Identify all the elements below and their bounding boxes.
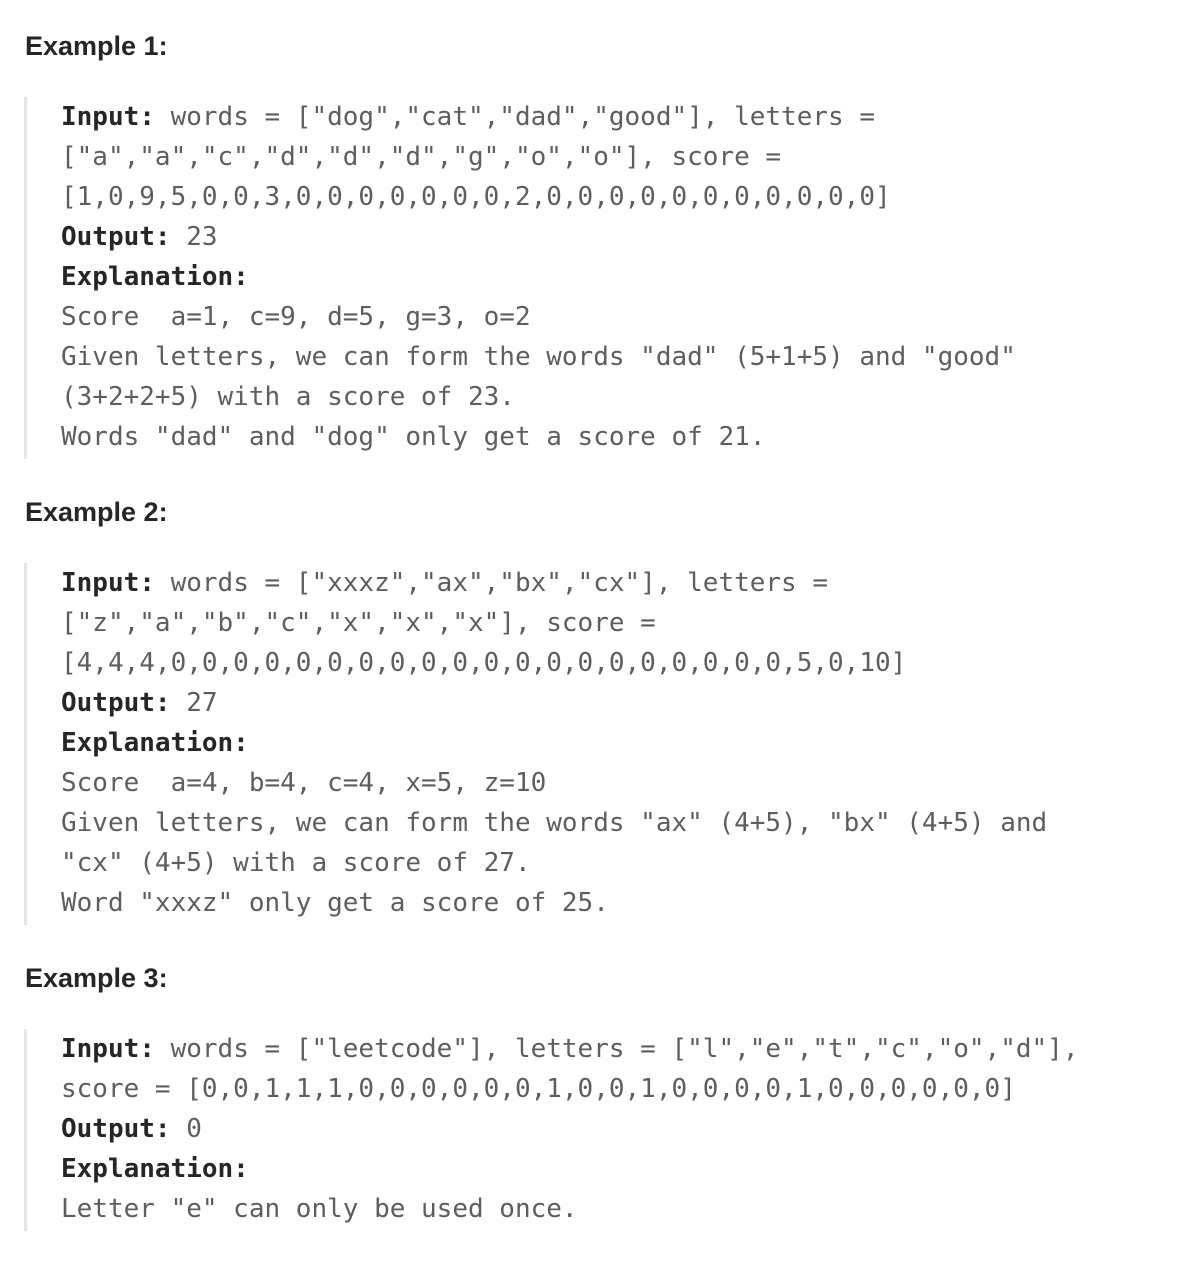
- example-1-input-continuation: [1,0,9,5,0,0,3,0,0,0,0,0,0,0,2,0,0,0,0,0,0,0,0,0,0,0]: [61, 182, 891, 212]
- example-1-block: [24, 97, 1164, 459]
- output-label: Output:: [61, 1114, 171, 1144]
- example-2-explanation-text: Given letters, we can form the words "ax" (4+5), "bx" (4+5) and: [61, 808, 1048, 838]
- example-3-input-line: [61, 1029, 1078, 1069]
- example-2-explanation-label: Explanation:: [61, 728, 249, 758]
- output-value: 27: [170, 688, 218, 718]
- example-2-explanation-text: Word "xxxz" only get a score of 25.: [61, 888, 609, 918]
- example-2-explanation-text: Score a=4, b=4, c=4, x=5, z=10: [61, 768, 547, 798]
- example-1-input-continuation: ["a","a","c","d","d","d","g","o","o"], score =: [61, 142, 782, 172]
- example-3-heading: Example 3:: [25, 963, 168, 993]
- input-label: Input:: [61, 1034, 155, 1064]
- example-2-output-line: [61, 683, 218, 723]
- example-2-heading: Example 2:: [25, 497, 168, 527]
- example-1-input-line: [61, 97, 875, 137]
- example-2-explanation-text: "cx" (4+5) with a score of 27.: [61, 848, 531, 878]
- example-3-output-line: [61, 1109, 202, 1149]
- example-2-input-continuation: [4,4,4,0,0,0,0,0,0,0,0,0,0,0,0,0,0,0,0,0,0,0,0,5,0,10]: [61, 648, 907, 678]
- example-1-output-line: [61, 217, 218, 257]
- output-label: Output:: [61, 688, 171, 718]
- example-1-explanation-text: Score a=1, c=9, d=5, g=3, o=2: [61, 302, 531, 332]
- output-value: 0: [170, 1114, 202, 1144]
- example-2-block: [24, 563, 1164, 925]
- example-2-input-continuation: ["z","a","b","c","x","x","x"], score =: [61, 608, 656, 638]
- input-value: words = ["dog","cat","dad","good"], letters =: [154, 102, 875, 132]
- example-3-explanation-text: Letter "e" can only be used once.: [61, 1194, 578, 1224]
- output-label: Output:: [61, 222, 171, 252]
- example-1-explanation-label: Explanation:: [61, 262, 249, 292]
- input-label: Input:: [61, 102, 155, 132]
- output-value: 23: [170, 222, 218, 252]
- input-value: words = ["xxxz","ax","bx","cx"], letters =: [154, 568, 829, 598]
- example-1-explanation-text: Given letters, we can form the words "dad" (5+1+5) and "good": [61, 342, 1016, 372]
- input-label: Input:: [61, 568, 155, 598]
- example-3-block: [24, 1029, 1164, 1231]
- example-3-input-continuation: score = [0,0,1,1,1,0,0,0,0,0,0,1,0,0,1,0,0,0,0,1,0,0,0,0,0,0]: [61, 1074, 1016, 1104]
- example-1-explanation-text: Words "dad" and "dog" only get a score of 21.: [61, 422, 766, 452]
- example-1-heading: Example 1:: [25, 31, 168, 61]
- example-1-explanation-text: (3+2+2+5) with a score of 23.: [61, 382, 515, 412]
- example-2-input-line: [61, 563, 828, 603]
- input-value: words = ["leetcode"], letters = ["l","e","t","c","o","d"],: [154, 1034, 1079, 1064]
- example-3-explanation-label: Explanation:: [61, 1154, 249, 1184]
